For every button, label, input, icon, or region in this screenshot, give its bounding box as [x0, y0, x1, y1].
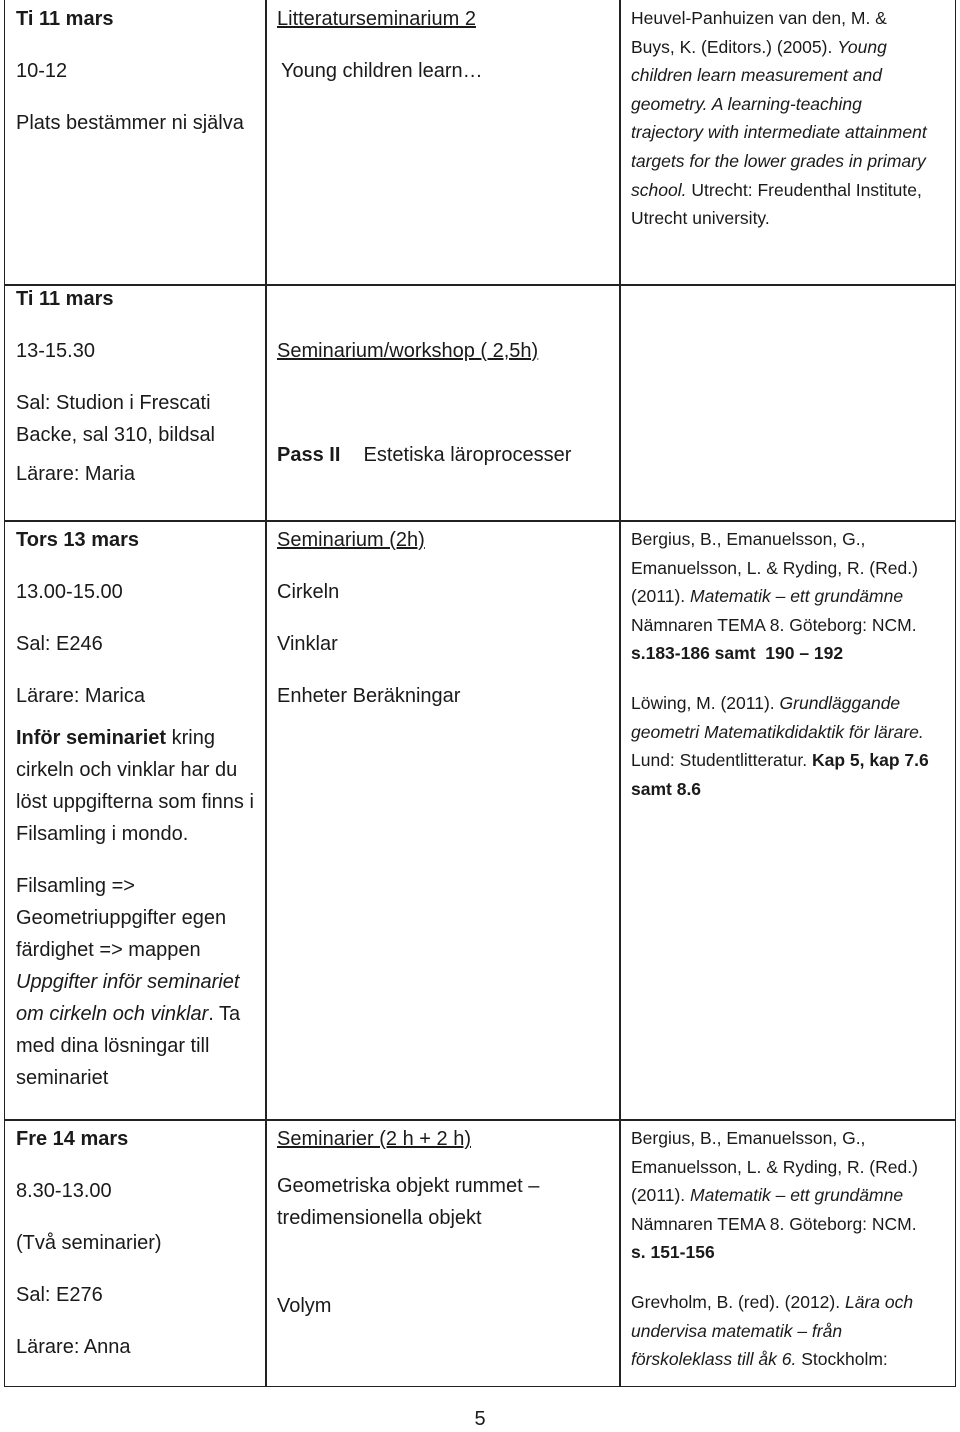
literature-publisher: Nämnaren TEMA 8. Göteborg: NCM. — [631, 1213, 917, 1234]
pass-label: Pass II — [277, 444, 341, 466]
row-date: Ti 11 mars — [16, 288, 114, 310]
row-date: Ti 11 mars — [16, 8, 114, 30]
activity-title: Seminarier (2 h + 2 h) — [277, 1128, 471, 1150]
activity-topic: Geometriska objekt rummet – tredimensionella objekt — [277, 1175, 540, 1229]
column-divider — [619, 0, 621, 1387]
literature-authors: Heuvel-Panhuizen van den, M. & Buys, K. (Editors.) (2005). — [631, 8, 887, 57]
row-3-literature-1 — [631, 525, 936, 668]
row-4-literature-2 — [631, 1288, 931, 1374]
literature-authors: Löwing, M. (2011). — [631, 693, 775, 713]
literature-publisher: Stockholm: — [801, 1349, 888, 1370]
page-number: 5 — [474, 1408, 486, 1430]
files-italic: Uppgifter inför seminariet om cirkeln och vinklar — [16, 971, 240, 1025]
topic-item: Cirkeln — [277, 581, 340, 603]
row-room: Sal: E276 — [16, 1284, 103, 1306]
literature-title: Matematik – ett grundämne — [690, 586, 904, 607]
row-4-literature-1 — [631, 1124, 936, 1267]
row-3-literature-2 — [631, 689, 951, 803]
row-1-activity-cell — [277, 0, 612, 97]
pass-line — [277, 429, 612, 481]
row-2-activity-cell — [277, 325, 612, 481]
row-note: (Två seminarier) — [16, 1232, 162, 1254]
activity-subtitle: Young children learn… — [281, 60, 483, 82]
pass-topic: Estetiska läroprocesser — [363, 444, 572, 466]
row-time: 13.00-15.00 — [16, 581, 123, 603]
row-teacher: Lärare: Maria — [16, 463, 135, 485]
topic-item: Enheter Beräkningar — [277, 685, 461, 707]
prep-instructions — [16, 722, 256, 850]
literature-authors: Grevholm, B. (red). (2012). — [631, 1292, 841, 1312]
literature-pages: s.183-186 samt 190 – 192 — [631, 643, 844, 664]
row-1-date-cell — [16, 0, 256, 149]
activity-title: Seminarium/workshop ( 2,5h) — [277, 340, 539, 362]
files-instructions — [16, 870, 256, 1094]
activity-title: Litteraturseminarium 2 — [277, 8, 476, 30]
activity-title: Seminarium (2h) — [277, 529, 425, 551]
row-date: Tors 13 mars — [16, 529, 140, 551]
row-3-date-cell — [16, 514, 256, 1094]
literature-publisher: Nämnaren TEMA 8. Göteborg: NCM. — [631, 614, 917, 635]
literature-authors: Bergius, B., Emanuelsson, G., Emanuelsson, L. & Ryding, R. (Red.) (2011). — [631, 1128, 918, 1206]
row-2-date-cell — [16, 273, 256, 500]
row-date: Fre 14 mars — [16, 1128, 129, 1150]
literature-pages: Kap 5, kap 7.6 samt 8.6 — [631, 750, 929, 799]
row-teacher: Lärare: Anna — [16, 1336, 131, 1358]
literature-title: Grundläggande geometri Matematikdidaktik för lärare. — [631, 693, 924, 742]
literature-publisher: Utrecht: Freudenthal Institute, Utrecht university. — [631, 179, 922, 229]
row-teacher: Lärare: Marica — [16, 685, 145, 707]
row-time: 8.30-13.00 — [16, 1180, 112, 1202]
literature-publisher: Lund: Studentlitteratur. — [631, 750, 808, 771]
activity-topic-2: Volym — [277, 1295, 332, 1317]
literature-title: Matematik – ett grundämne — [690, 1185, 904, 1206]
prep-bold: Inför seminariet — [16, 727, 167, 749]
column-divider — [265, 0, 267, 1387]
row-1-literature-cell — [631, 4, 931, 233]
literature-title: Young children learn measurement and geometry. A learning-teaching trajectory with intermediate attainment targets for the lower grades in primary school. — [631, 36, 927, 200]
row-time: 13-15.30 — [16, 340, 95, 362]
row-3-activity-cell — [277, 514, 612, 722]
literature-authors: Bergius, B., Emanuelsson, G., Emanuelsson, L. & Ryding, R. (Red.) (2011). — [631, 529, 918, 607]
files-text: Filsamling => Geometriuppgifter egen färdighet => mappen — [16, 875, 227, 961]
topic-item: Vinklar — [277, 633, 338, 655]
literature-pages: s. 151-156 — [631, 1242, 715, 1263]
row-4-activity-cell — [277, 1113, 577, 1322]
literature-title: Lära och undervisa matematik – från förskoleklass till åk 6. — [631, 1292, 914, 1370]
prep-text: kring cirkeln och vinklar har du löst uppgifterna som finns i Filsamling i mondo. — [16, 727, 254, 845]
row-place: Plats bestämmer ni själva — [16, 112, 244, 134]
files-end: . Ta med dina lösningar till seminariet — [16, 1003, 241, 1089]
row-room: Sal: Studion i Frescati Backe, sal 310, bildsal — [16, 392, 216, 446]
row-time: 10-12 — [16, 60, 68, 82]
row-4-date-cell — [16, 1113, 256, 1373]
row-room: Sal: E246 — [16, 633, 103, 655]
